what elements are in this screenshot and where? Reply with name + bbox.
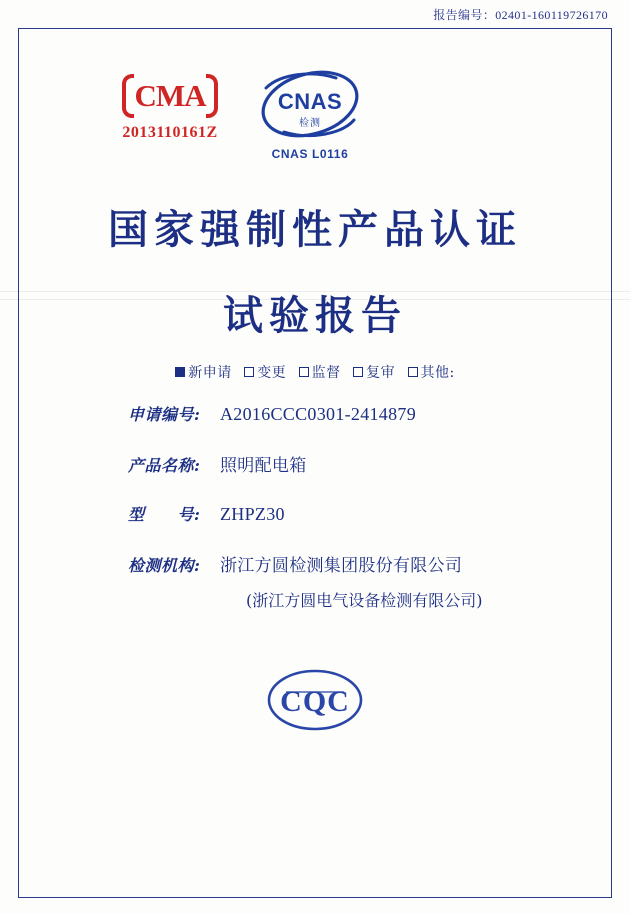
field-model (0, 502, 630, 525)
cnas-accreditation-number: CNAS L0116 (271, 147, 349, 161)
report-number: 报告编号：02401-160119726170 (433, 8, 608, 22)
field-value: 照明配电箱 (220, 456, 307, 476)
application-type-label: 监督 (311, 365, 341, 381)
checkbox-icon[interactable] (408, 367, 418, 377)
application-type-option[interactable] (353, 362, 395, 382)
field-value: ZHPZ30 (220, 504, 285, 524)
application-type-option[interactable] (244, 362, 286, 382)
accreditation-marks (0, 74, 630, 174)
cma-logo-icon (122, 74, 218, 118)
cqc-seal (0, 662, 630, 743)
field-testing-organization-secondary: (浙江方圆电气设备检测有限公司) (246, 591, 483, 610)
checkbox-icon[interactable] (244, 367, 254, 377)
field-testing-organization (0, 551, 630, 576)
application-type-options (0, 362, 630, 382)
svg-text:CNAS: CNAS (277, 89, 343, 114)
application-type-label: 新申请 (188, 365, 232, 381)
field-value: A2016CCC0301-2414879 (220, 404, 417, 424)
field-label: 产品名称: (128, 456, 201, 475)
application-type-label: 其他: (420, 365, 455, 381)
report-number-bar (0, 6, 630, 24)
cnas-logo-icon (250, 68, 370, 146)
cma-logo-text: CMA (134, 78, 206, 113)
cqc-logo-icon (260, 662, 370, 738)
application-type-option[interactable] (408, 362, 455, 382)
field-application-number (0, 402, 630, 425)
checkbox-checked-icon[interactable] (175, 367, 185, 377)
certificate-fields (0, 402, 630, 635)
field-label: 型 号: (128, 505, 201, 524)
cma-certificate-number: 2013110161Z (122, 124, 218, 141)
document-subtitle: 试验报告 (223, 292, 407, 339)
document-title: 国家强制性产品认证 (108, 206, 522, 253)
application-type-option[interactable] (175, 362, 232, 382)
checkbox-icon[interactable] (299, 367, 309, 377)
svg-text:检测: 检测 (299, 118, 321, 129)
application-type-label: 变更 (257, 365, 287, 381)
field-label: 检测机构: (128, 556, 201, 575)
application-type-label: 复审 (366, 365, 396, 381)
cnas-mark-group (215, 68, 405, 161)
checkbox-icon[interactable] (353, 367, 363, 377)
svg-text:CQC: CQC (280, 685, 350, 718)
application-type-option[interactable] (299, 362, 341, 382)
field-product-name (0, 451, 630, 476)
field-label: 申请编号: (128, 405, 201, 424)
field-value: 浙江方圆检测集团股份有限公司 (220, 556, 463, 576)
